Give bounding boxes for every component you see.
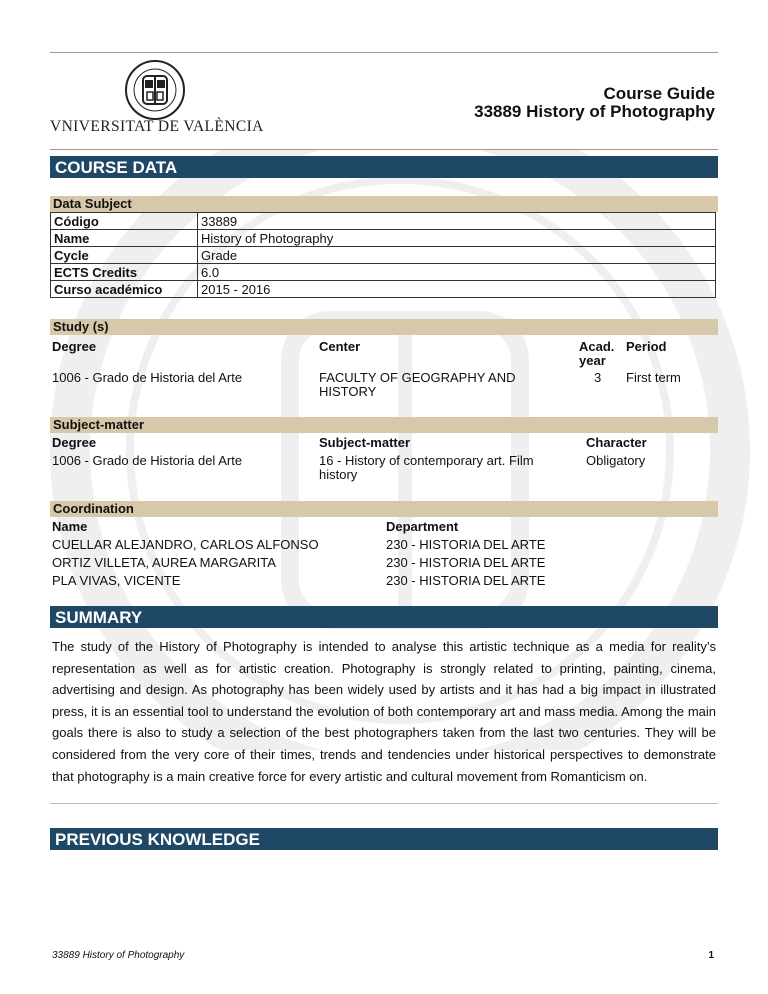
row-key: Código [51, 213, 198, 230]
coordinator-name: CUELLAR ALEJANDRO, CARLOS ALFONSO [52, 537, 319, 552]
studies-degree-value: 1006 - Grado de Historia del Arte [52, 370, 243, 385]
table-row [51, 230, 716, 247]
footer-course: 33889 History of Photography [52, 950, 185, 961]
row-key: Cycle [51, 247, 198, 264]
studies-center-header: Center [319, 339, 361, 354]
row-value: 6.0 [198, 264, 716, 281]
studies-period-value: First term [626, 370, 681, 385]
university-seal-icon [50, 60, 250, 122]
studies-label: Study (s) [50, 319, 718, 335]
table-row [51, 281, 716, 298]
coordinator-department: 230 - HISTORIA DEL ARTE [386, 537, 546, 552]
guide-title: Course Guide [603, 84, 715, 103]
studies-degree-header: Degree [52, 339, 97, 354]
row-key: ECTS Credits [51, 264, 198, 281]
table-row [51, 213, 716, 230]
summary-heading: SUMMARY [50, 606, 718, 628]
subject-degree-value: 1006 - Grado de Historia del Arte [52, 453, 243, 468]
studies-acad-year-header: Acad. year [579, 339, 615, 368]
studies-center-value: FACULTY OF GEOGRAPHY AND HISTORY [319, 370, 516, 399]
data-subject-label: Data Subject [50, 196, 718, 212]
coordinator-department: 230 - HISTORIA DEL ARTE [386, 573, 546, 588]
university-name: VNIVERSITAT DE VALÈNCIA [50, 118, 264, 135]
row-key: Curso académico [51, 281, 198, 298]
summary-divider [50, 803, 718, 804]
page-number: 1 [708, 950, 714, 961]
course-data-heading: COURSE DATA [50, 156, 718, 178]
header-top-rule [50, 52, 718, 53]
coordinator-department: 230 - HISTORIA DEL ARTE [386, 555, 546, 570]
row-value: Grade [198, 247, 716, 264]
coordination-name-header: Name [52, 519, 88, 534]
course-title: 33889 History of Photography [474, 102, 715, 121]
subject-character-value: Obligatory [586, 453, 646, 468]
table-row [51, 264, 716, 281]
subject-character-header: Character [586, 435, 647, 450]
coordinator-name: ORTIZ VILLETA, AUREA MARGARITA [52, 555, 276, 570]
studies-acad-year-value: 3 [594, 370, 602, 385]
row-value: 33889 [198, 213, 716, 230]
coordination-label: Coordination [50, 501, 718, 517]
subject-subject-value: 16 - History of contemporary art. Film history [319, 453, 534, 482]
header-bottom-rule [50, 149, 718, 150]
studies-period-header: Period [626, 339, 667, 354]
table-row [51, 247, 716, 264]
subject-degree-header: Degree [52, 435, 97, 450]
previous-knowledge-heading: PREVIOUS KNOWLEDGE [50, 828, 718, 850]
row-value: 2015 - 2016 [198, 281, 716, 298]
coordinator-name: PLA VIVAS, VICENTE [52, 573, 181, 588]
subject-subject-header: Subject-matter [319, 435, 411, 450]
subject-matter-label: Subject-matter [50, 417, 718, 433]
summary-text: The study of the History of Photography is intended to analyse this artistic technique as a media for reality’s representation as well as for artistic creation. Photography is strongly related to printing, painting, cinema, advertising and design. As photography has been widely used by artists and it has had a big impact in illustrated press, it is an essential tool to understand the evolution of both contemporary art and mass media. Among the main goals there is also to study a selection of the best photographers taken from the last two centuries. They will be considered from the very core of their times, trends and tendencies under historical perspectives to demonstrate that photography is a main creative force for every artistic and cultural movement from Romanticism on. [52, 639, 716, 784]
row-value: History of Photography [198, 230, 716, 247]
data-subject-table [50, 212, 716, 298]
coordination-department-header: Department [386, 519, 459, 534]
row-key: Name [51, 230, 198, 247]
